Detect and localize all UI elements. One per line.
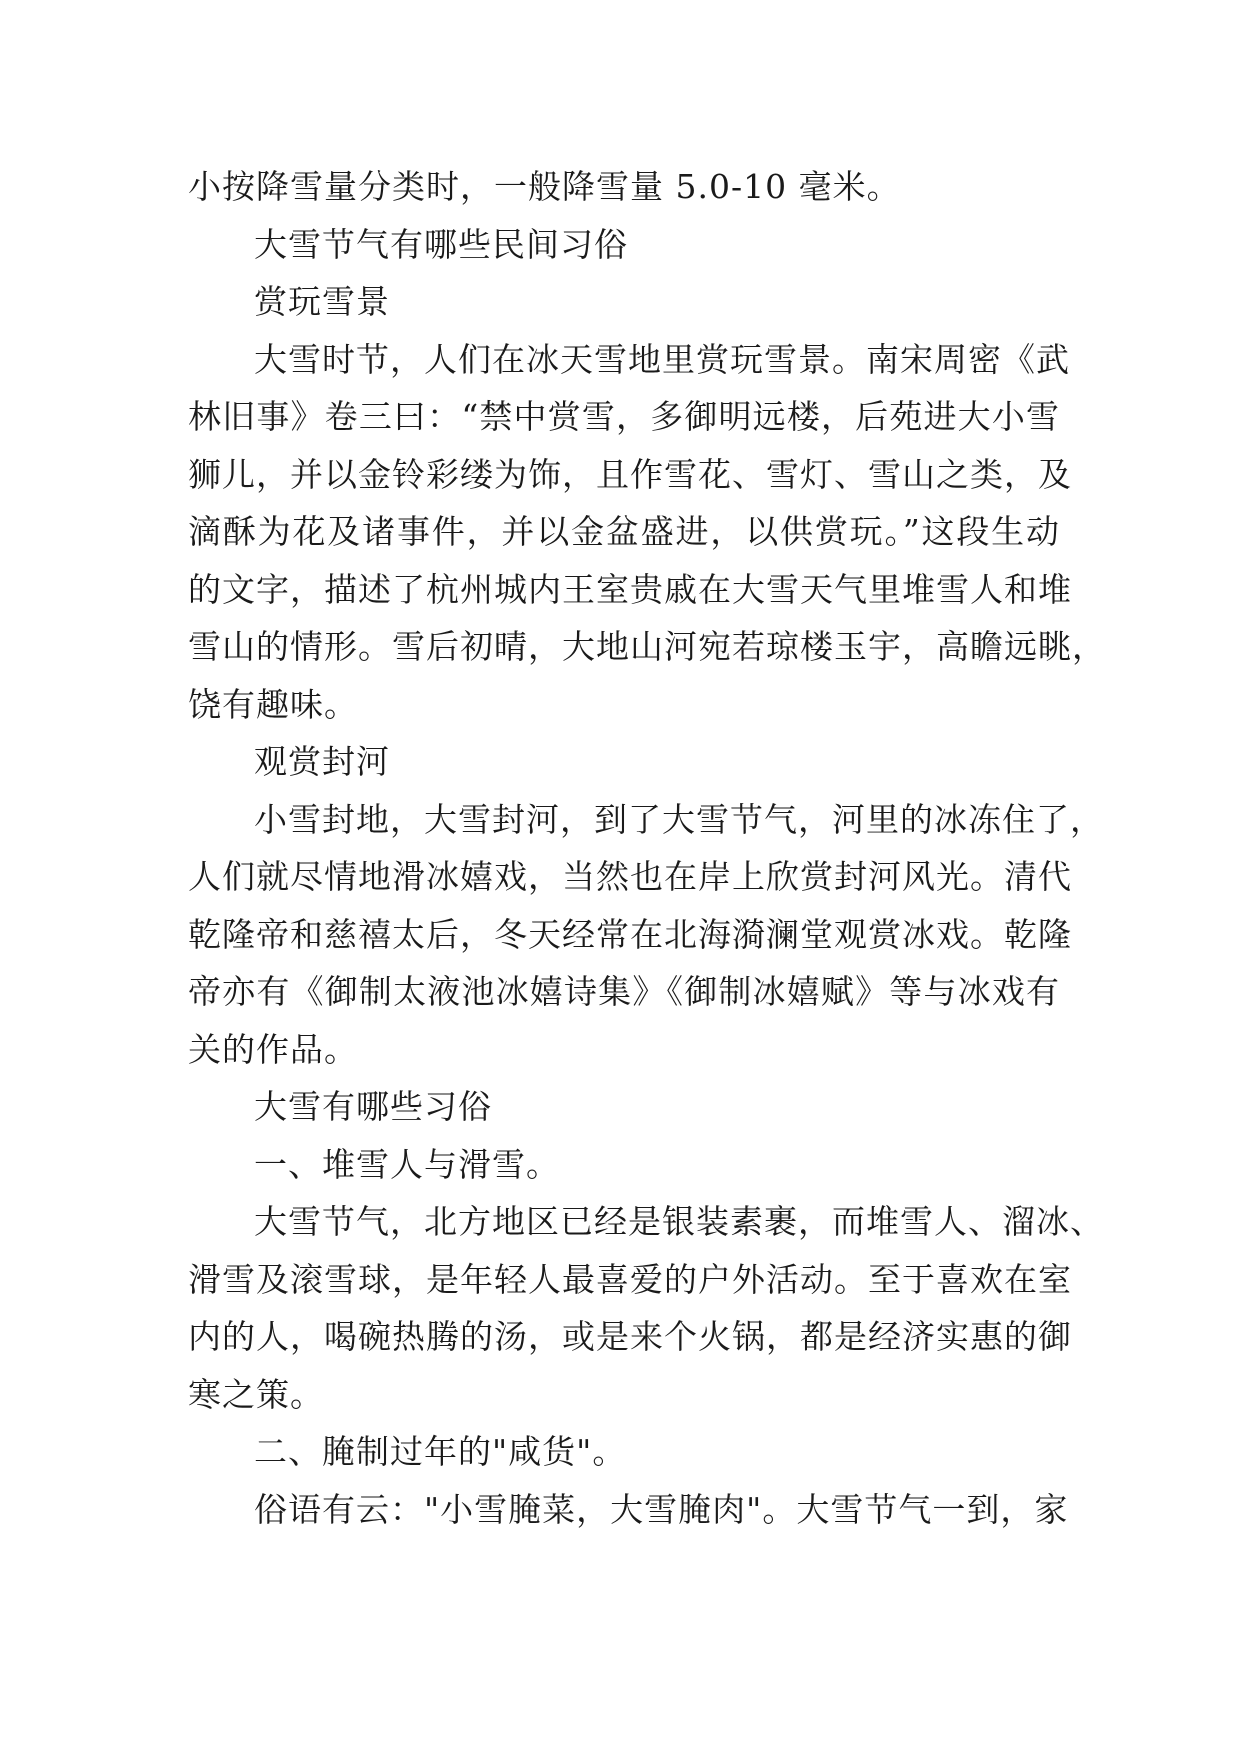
text-line: 大雪节气有哪些民间习俗 — [254, 224, 628, 264]
text-line: 人们就尽情地滑冰嬉戏，当然也在岸上欣赏封河风光。清代 — [188, 857, 1072, 896]
text-line: 关的作品。 — [188, 1029, 358, 1069]
text-line: 乾隆帝和慈禧太后，冬天经常在北海漪澜堂观赏冰戏。乾隆 — [188, 914, 1072, 954]
text-line: 滑雪及滚雪球，是年轻人最喜爱的户外活动。至于喜欢在室 — [188, 1259, 1072, 1299]
text-line: 滴酥为花及诸事件，并以金盆盛进，以供赏玩。”这段生动 — [188, 512, 1060, 551]
text-line: 一、堆雪人与滑雪。 — [254, 1144, 560, 1184]
text-line: 小按降雪量分类时，一般降雪量 5.0-10 毫米。 — [188, 167, 901, 206]
text-line: 大雪有哪些习俗 — [254, 1087, 492, 1126]
text-line: 二、腌制过年的"咸货"。 — [254, 1432, 627, 1471]
text-line: 赏玩雪景 — [254, 282, 390, 321]
text-line: 观赏封河 — [254, 742, 390, 781]
text-line: 狮儿，并以金铃彩缕为饰，且作雪花、雪灯、雪山之类，及 — [188, 454, 1072, 494]
text-line: 小雪封地，大雪封河，到了大雪节气，河里的冰冻住了， — [254, 799, 1104, 839]
text-line: 俗语有云："小雪腌菜，大雪腌肉"。大雪节气一到，家 — [254, 1489, 1069, 1529]
text-line: 大雪时节，人们在冰天雪地里赏玩雪景。南宋周密《武 — [254, 339, 1070, 379]
text-line: 雪山的情形。雪后初晴，大地山河宛若琼楼玉宇，高瞻远眺， — [188, 627, 1106, 666]
text-line: 帝亦有《御制太液池冰嬉诗集》《御制冰嬉赋》等与冰戏有 — [188, 972, 1060, 1011]
text-line: 饶有趣味。 — [188, 684, 358, 724]
text-line: 寒之策。 — [188, 1374, 324, 1414]
text-line: 大雪节气，北方地区已经是银装素裹，而堆雪人、溜冰、 — [254, 1202, 1104, 1241]
text-line: 内的人，喝碗热腾的汤，或是来个火锅，都是经济实惠的御 — [188, 1317, 1072, 1356]
text-line: 林旧事》卷三曰：“禁中赏雪，多御明远楼，后苑进大小雪 — [188, 397, 1060, 436]
text-line: 的文字，描述了杭州城内王室贵戚在大雪天气里堆雪人和堆 — [188, 569, 1072, 609]
document-body — [188, 158, 1106, 1538]
